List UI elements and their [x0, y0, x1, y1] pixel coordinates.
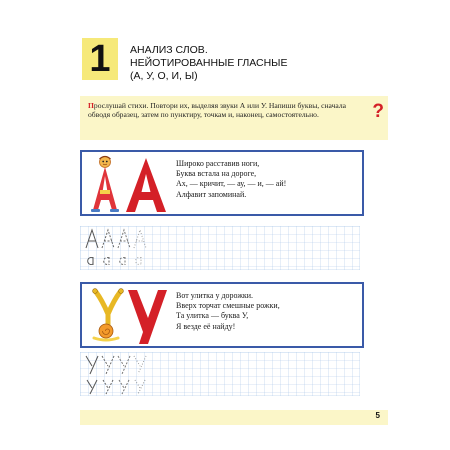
question-mark-icon: ? — [372, 101, 384, 122]
letter-u-illustration — [86, 286, 176, 346]
poem-a-line: Буква встала на дороге, — [176, 169, 257, 179]
lesson-title-line-3: (А, У, О, И, Ы) — [130, 70, 198, 82]
task-text: рослушай стихи. Повтори их, выделяя звуки А или У. Напиши буквы, сначала обводя образец, затем по пунктиру, точкам и, наконец, самостоятельно. — [88, 101, 347, 120]
letter-card-a — [80, 150, 364, 216]
letter-a-character-icon — [91, 157, 119, 213]
poem-a — [176, 159, 362, 200]
poem-a-line: Алфавит запоминай. — [176, 189, 247, 199]
task-instructions — [80, 96, 388, 140]
letter-card-u — [80, 282, 364, 348]
poem-u-line: Вот улитка у дорожки. — [176, 291, 254, 300]
practice-grid-u[interactable] — [80, 352, 360, 396]
letter-a-large-icon — [126, 158, 166, 212]
lesson-title — [130, 44, 370, 83]
poem-u-line: Та улитка — буква У, — [176, 311, 249, 321]
poem-u-line: Вверх торчат смешные рожки, — [176, 301, 280, 311]
snail-u-icon — [93, 289, 124, 340]
poem-u — [176, 291, 362, 332]
poem-a-line: Широко расставив ноги, — [176, 159, 260, 168]
practice-grid-a[interactable] — [80, 226, 360, 270]
poem-a-line: Ах, — кричит, — ау, — и, — ай! — [176, 179, 287, 189]
lesson-number: 1 — [82, 38, 118, 80]
task-text-block — [88, 101, 366, 120]
letter-u-large-icon — [128, 290, 167, 344]
task-initial-letter: П — [88, 101, 94, 110]
letter-a-illustration — [86, 154, 176, 214]
poem-u-line: Я везде её найду! — [176, 321, 236, 331]
footer-bar — [80, 410, 388, 425]
page-number: 5 — [375, 411, 380, 420]
lesson-title-line-2: НЕЙОТИРОВАННЫЕ ГЛАСНЫЕ — [130, 57, 288, 69]
lesson-title-line-1: АНАЛИЗ СЛОВ. — [130, 44, 208, 56]
